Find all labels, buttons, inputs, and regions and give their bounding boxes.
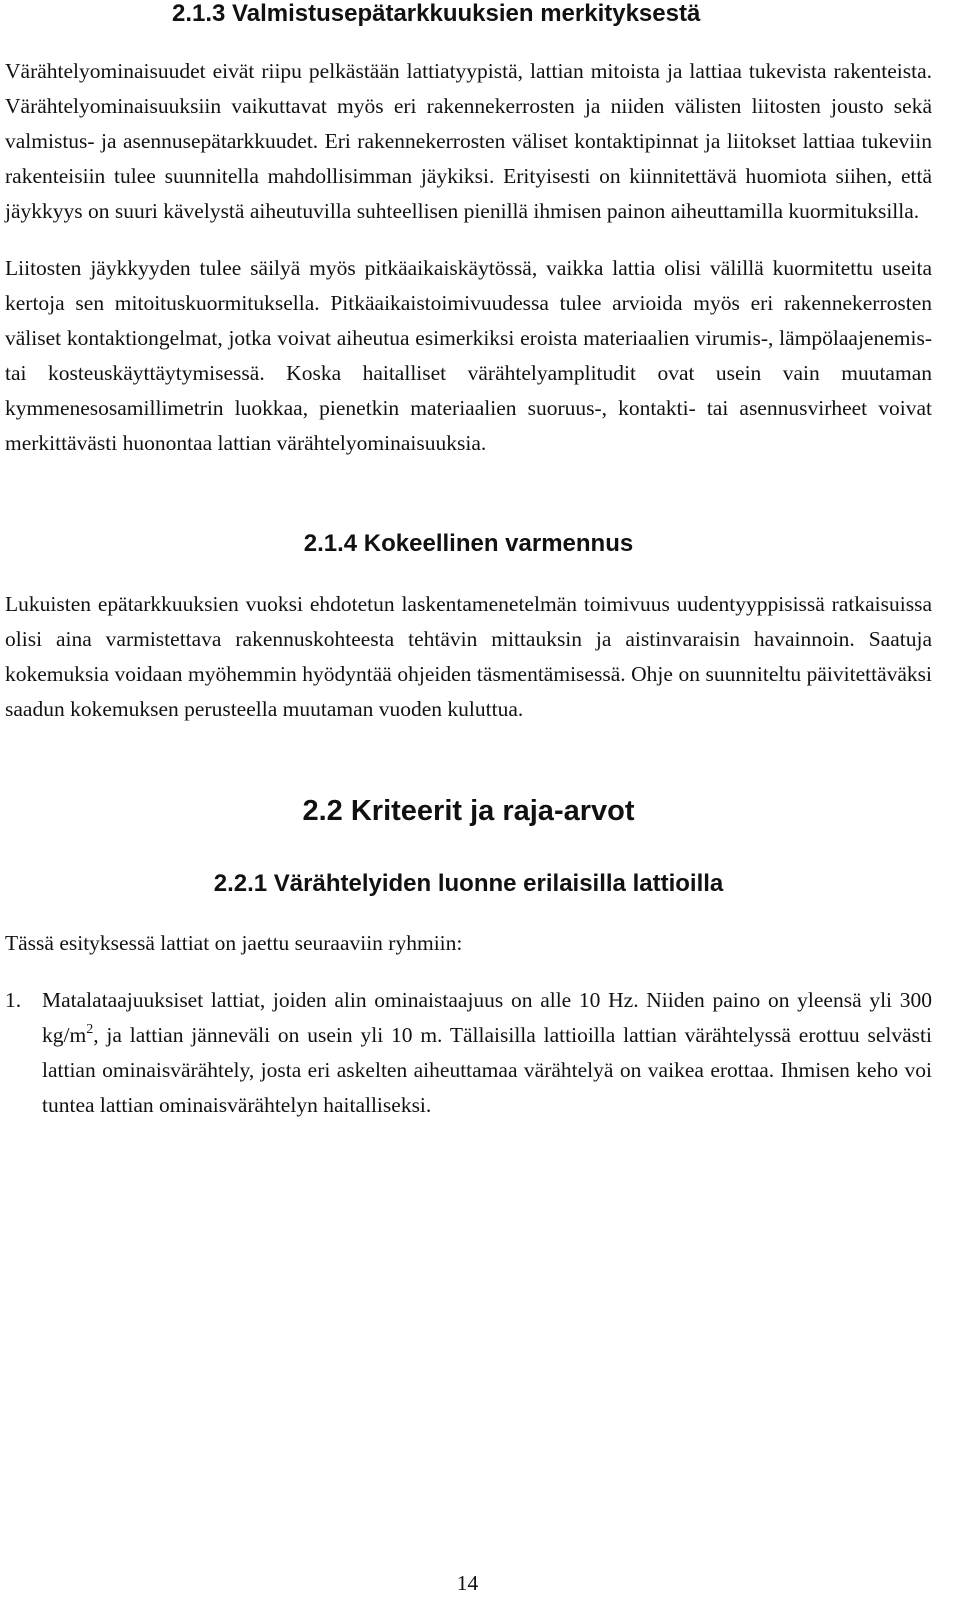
floor-group-list <box>5 983 932 1123</box>
section-heading-2-1-3: 2.1.3 Valmistusepätarkkuuksien merkityksestä <box>172 0 701 27</box>
page-content <box>5 0 932 1123</box>
list-marker: 1. <box>5 988 22 1012</box>
paragraph-2-1-3-2: Liitosten jäykkyyden tulee säilyä myös pitkäaikaiskäytössä, vaikka lattia olisi välillä kuormitettu useita kertoja sen mitoituskuormituksella. Pitkäaikaistoimivuudessa tulee arvioida myös eri rakennekerrosten väliset kontaktiongelmat, jotka voivat aiheutua esimerkiksi eroista materiaalien virumis-, lämpölaajenemis- tai kosteuskäyttäytymisessä. Koska haitalliset värähtelyamplitudit ovat usein vain muutaman kymmenesosamillimetrin luokkaa, pienetkin materiaalien suoruus-, kontakti- tai asennusvirheet voivat merkittävästi huonontaa lattian värähtelyominaisuuksia. <box>5 256 932 455</box>
list-item-text-end: , ja lattian jänneväli on usein yli 10 m. Tällaisilla lattioilla lattian värähtelyssä erottuu selvästi lattian ominaisvärähtely, josta eri askelten aiheuttamaa värähtelyä on vaikea erottaa. Ihmisen keho voi tuntea lattian ominaisvärähtelyn haitalliseksi. <box>42 1023 932 1117</box>
paragraph-2-1-3-1: Värähtelyominaisuudet eivät riipu pelkästään lattiatyypistä, lattian mitoista ja lattiaa tukevista rakenteista. Värähtelyominaisuuksiin vaikuttavat myös eri rakennekerrosten ja niiden välisten liitosten jousto sekä valmistus- ja asennusepätarkkuudet. Eri rakennekerrosten väliset kontaktipinnat ja liitokset lattiaa tukeviin rakenteisiin tulee suunnitella mahdollisimman jäykiksi. Erityisesti on kiinnitettävä huomiota siihen, että jäykkyys on suuri kävelystä aiheutuvilla suhteellisen pienillä ihmisen painon aiheuttamilla kuormituksilla. <box>5 59 932 223</box>
section-heading-2-2: 2.2 Kriteerit ja raja-arvot <box>302 795 635 827</box>
list-item-text-start: Matalataajuuksiset lattiat, joiden alin ominaistaajuus on alle 10 Hz. Niiden paino on yleensä yli 300 kg/m <box>42 988 932 1047</box>
section-heading-2-1-4: 2.1.4 Kokeellinen varmennus <box>303 530 634 557</box>
superscript-exponent: 2 <box>86 1022 94 1037</box>
section-heading-2-2-1: 2.2.1 Värähtelyiden luonne erilaisilla lattioilla <box>213 870 724 897</box>
list-item <box>5 983 932 1123</box>
paragraph-2-1-4: Lukuisten epätarkkuuksien vuoksi ehdotetun laskentamenetelmän toimivuus uudentyyppisissä ratkaisuissa olisi aina varmistettava rakennuskohteesta tehtävin mittauksin ja aistinvaraisin havainnoin. Saatuja kokemuksia voidaan myöhemmin hyödyntää ohjeiden täsmentämisessä. Ohje on suunniteltu päivitettäväksi saadun kokemuksen perusteella muutaman vuoden kuluttua. <box>5 592 932 721</box>
paragraph-2-2-1-intro: Tässä esityksessä lattiat on jaettu seuraaviin ryhmiin: <box>5 931 463 955</box>
page-number: 14 <box>456 1571 479 1595</box>
